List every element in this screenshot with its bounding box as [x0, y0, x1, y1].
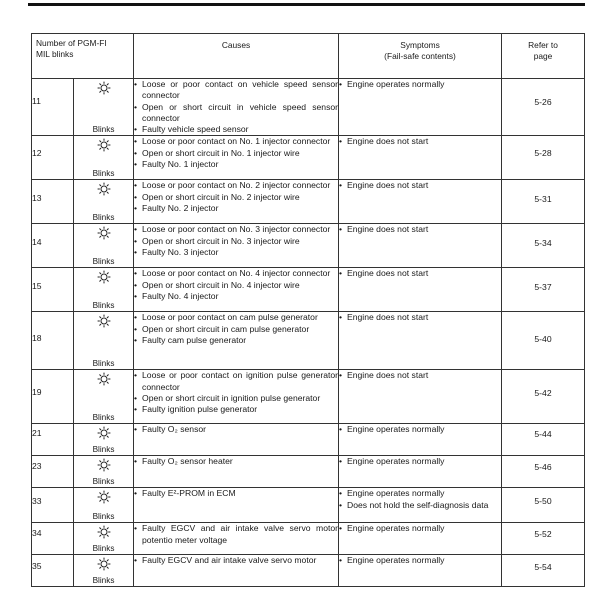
dtc-number-cell [32, 488, 74, 523]
cause-item: • Open or short circuit in No. 2 injector wire [134, 192, 338, 203]
mil-blink-cell [74, 488, 134, 523]
causes-cell [134, 370, 339, 424]
blinks-label: Blinks [92, 413, 115, 423]
cause-item: • Faulty EGCV and air intake valve servo motor [134, 555, 338, 566]
mil-blink-cell [74, 555, 134, 587]
dtc-number-cell [32, 180, 74, 224]
refer-page: 5-28 [534, 148, 552, 159]
causes-cell [134, 424, 339, 456]
table-row [32, 180, 585, 224]
symptoms-cell [339, 268, 502, 312]
cause-item: • Faulty No. 1 injector [134, 159, 338, 170]
blinks-label: Blinks [92, 544, 115, 554]
mil-lamp-icon [97, 314, 111, 328]
mil-lamp-icon [97, 458, 111, 472]
symptoms-cell [339, 312, 502, 370]
mil-lamp-icon [97, 81, 111, 95]
table-row [32, 523, 585, 555]
mil-lamp-icon [97, 138, 111, 152]
refer-page-cell [502, 136, 585, 180]
dtc-number: 21 [32, 428, 42, 439]
refer-page: 5-42 [534, 388, 552, 399]
blinks-label: Blinks [92, 301, 115, 311]
mil-blink-cell [74, 424, 134, 456]
refer-page: 5-26 [534, 97, 552, 107]
header-mil-blinks [32, 34, 134, 79]
refer-page: 5-46 [534, 462, 552, 473]
symptom-item: • Engine does not start [339, 268, 501, 279]
mil-blink-cell [74, 523, 134, 555]
cause-item: • Open or short circuit in ignition pulse generator [134, 393, 338, 404]
refer-page: 5-54 [534, 562, 552, 573]
refer-page: 5-40 [534, 334, 552, 345]
mil-lamp-icon [97, 490, 111, 504]
dtc-number: 13 [32, 193, 42, 204]
symptom-item: • Engine operates normally [339, 488, 501, 499]
dtc-number: 12 [32, 148, 42, 159]
cause-item: • Faulty E²-PROM in ECM [134, 488, 338, 499]
cause-item: • Loose or poor contact on vehicle speed sensor connector [134, 79, 338, 102]
refer-page-cell [502, 312, 585, 370]
table-row [32, 136, 585, 180]
dtc-number: 18 [32, 333, 42, 344]
mil-blink-cell [74, 136, 134, 180]
causes-cell [134, 488, 339, 523]
refer-page-cell [502, 268, 585, 312]
blinks-label: Blinks [92, 257, 115, 267]
blinks-label: Blinks [92, 213, 115, 223]
header-symptoms-line1: Symptoms [400, 40, 440, 50]
symptom-item: • Engine does not start [339, 370, 501, 381]
cause-item: • Open or short circuit in No. 1 injector wire [134, 148, 338, 159]
header-symptoms-line2: (Fail-safe contents) [384, 51, 456, 61]
refer-page: 5-37 [534, 282, 552, 293]
cause-item: • Loose or poor contact on No. 1 injector connector [134, 136, 338, 147]
symptoms-cell [339, 180, 502, 224]
cause-item: • Faulty O₂ sensor heater [134, 456, 338, 467]
table-row [32, 555, 585, 587]
table-row [32, 488, 585, 523]
refer-page: 5-34 [534, 238, 552, 249]
mil-lamp-icon [97, 182, 111, 196]
symptom-item: • Engine operates normally [339, 424, 501, 435]
symptom-item: • Engine operates normally [339, 456, 501, 467]
table-row [32, 370, 585, 424]
cause-item: • Faulty No. 2 injector [134, 203, 338, 214]
table-row [32, 79, 585, 136]
header-causes: Causes [134, 34, 339, 79]
cause-item: • Faulty No. 4 injector [134, 291, 338, 302]
symptom-item: • Engine operates normally [339, 523, 501, 534]
symptom-item: • Does not hold the self-diagnosis data [339, 500, 501, 511]
cause-item: • Loose or poor contact on ignition pulse generator connector [134, 370, 338, 393]
cause-item: • Faulty ignition pulse generator [134, 404, 338, 415]
refer-page: 5-44 [534, 429, 552, 440]
dtc-number: 19 [32, 387, 42, 398]
causes-cell [134, 312, 339, 370]
mil-lamp-icon [97, 372, 111, 386]
refer-page-cell [502, 523, 585, 555]
table-row [32, 268, 585, 312]
dtc-number: 23 [32, 461, 42, 472]
mil-lamp-icon [97, 226, 111, 240]
symptoms-cell [339, 136, 502, 180]
dtc-number-cell [32, 456, 74, 488]
header-refer-page [502, 34, 585, 79]
table-row [32, 312, 585, 370]
mil-blink-cell [74, 224, 134, 268]
mil-lamp-icon [97, 525, 111, 539]
blinks-label: Blinks [92, 477, 115, 487]
dtc-number-cell [32, 523, 74, 555]
blinks-label: Blinks [92, 445, 115, 455]
cause-item: • Open or short circuit in cam pulse generator [134, 324, 338, 335]
dtc-number: 33 [32, 496, 42, 507]
cause-item: • Faulty vehicle speed sensor [134, 124, 338, 135]
symptom-item: • Engine does not start [339, 312, 501, 323]
dtc-number: 14 [32, 237, 42, 248]
symptom-item: • Engine does not start [339, 224, 501, 235]
cause-item: • Loose or poor contact on No. 4 injector connector [134, 268, 338, 279]
cause-item: • Open or short circuit in vehicle speed sensor connector [134, 102, 338, 125]
dtc-number-cell [32, 424, 74, 456]
mil-blink-cell [74, 456, 134, 488]
dtc-number-cell [32, 79, 74, 136]
symptoms-cell [339, 488, 502, 523]
refer-page-cell [502, 488, 585, 523]
blinks-label: Blinks [92, 359, 115, 369]
causes-cell [134, 79, 339, 136]
blinks-label: Blinks [92, 169, 115, 179]
mil-lamp-icon [97, 426, 111, 440]
table-row [32, 224, 585, 268]
causes-cell [134, 136, 339, 180]
blinks-label: Blinks [92, 576, 115, 586]
top-rule [28, 3, 585, 6]
mil-blink-cell [74, 180, 134, 224]
causes-cell [134, 523, 339, 555]
dtc-number-cell [32, 312, 74, 370]
header-symptoms [339, 34, 502, 79]
header-row [32, 34, 585, 79]
cause-item: • Open or short circuit in No. 3 injector wire [134, 236, 338, 247]
cause-item: • Loose or poor contact on cam pulse generator [134, 312, 338, 323]
symptoms-cell [339, 555, 502, 587]
cause-item: • Open or short circuit in No. 4 injector wire [134, 280, 338, 291]
blinks-label: Blinks [92, 512, 115, 522]
blinks-label: Blinks [92, 125, 115, 135]
dtc-number-cell [32, 370, 74, 424]
dtc-number: 35 [32, 561, 42, 572]
refer-page-cell [502, 79, 585, 136]
refer-page-cell [502, 224, 585, 268]
header-refer-line1: Refer to [528, 40, 558, 50]
cause-item: • Faulty cam pulse generator [134, 335, 338, 346]
cause-item: • Faulty No. 3 injector [134, 247, 338, 258]
symptoms-cell [339, 523, 502, 555]
header-number-line2: MIL blinks [36, 49, 74, 59]
refer-page: 5-52 [534, 529, 552, 540]
dtc-number: 15 [32, 281, 42, 292]
cause-item: • Loose or poor contact on No. 2 injector connector [134, 180, 338, 191]
symptom-item: • Engine operates normally [339, 555, 501, 566]
table-row [32, 424, 585, 456]
symptom-item: • Engine does not start [339, 136, 501, 147]
table-row [32, 456, 585, 488]
refer-page: 5-50 [534, 496, 552, 507]
symptoms-cell [339, 370, 502, 424]
causes-cell [134, 268, 339, 312]
refer-page-cell [502, 424, 585, 456]
pgm-fi-mil-blink-table [31, 33, 585, 587]
header-refer-line2: page [533, 51, 553, 61]
symptoms-cell [339, 456, 502, 488]
header-number-line1: Number of PGM-FI [36, 38, 107, 48]
causes-cell [134, 180, 339, 224]
causes-cell [134, 555, 339, 587]
cause-item: • Loose or poor contact on No. 3 injector connector [134, 224, 338, 235]
mil-lamp-icon [97, 270, 111, 284]
mil-blink-cell [74, 79, 134, 136]
dtc-number: 34 [32, 528, 42, 539]
refer-page-cell [502, 456, 585, 488]
symptom-item: • Engine operates normally [339, 79, 501, 90]
refer-page: 5-31 [534, 194, 552, 205]
symptoms-cell [339, 224, 502, 268]
causes-cell [134, 224, 339, 268]
refer-page-cell [502, 370, 585, 424]
symptom-item: • Engine does not start [339, 180, 501, 191]
dtc-number-cell [32, 555, 74, 587]
dtc-number: 11 [32, 96, 41, 106]
dtc-number-cell [32, 224, 74, 268]
cause-item: • Faulty EGCV and air intake valve servo motor potentio meter voltage [134, 523, 338, 546]
mil-blink-cell [74, 268, 134, 312]
refer-page-cell [502, 180, 585, 224]
dtc-number-cell [32, 268, 74, 312]
refer-page-cell [502, 555, 585, 587]
symptoms-cell [339, 424, 502, 456]
causes-cell [134, 456, 339, 488]
mil-blink-cell [74, 370, 134, 424]
symptoms-cell [339, 79, 502, 136]
mil-blink-cell [74, 312, 134, 370]
mil-lamp-icon [97, 557, 111, 571]
cause-item: • Faulty O₂ sensor [134, 424, 338, 435]
dtc-number-cell [32, 136, 74, 180]
